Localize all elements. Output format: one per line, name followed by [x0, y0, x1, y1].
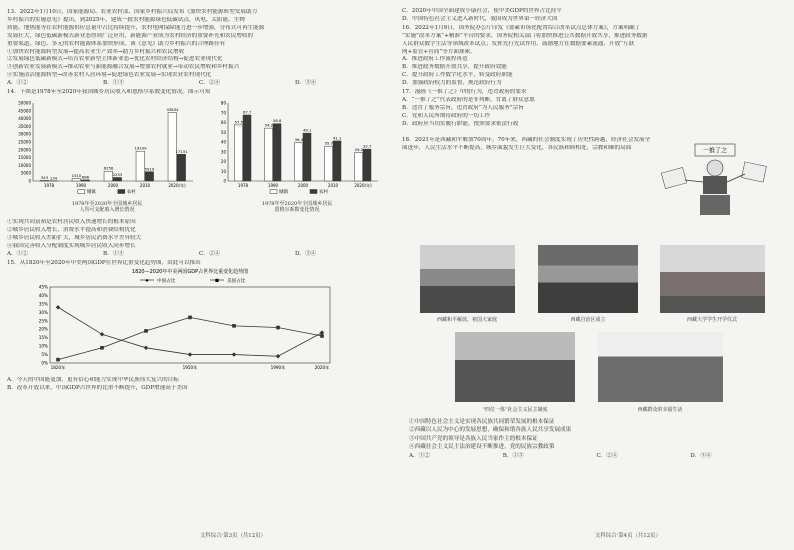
bar [40, 180, 49, 181]
data-point [56, 305, 60, 309]
bar [177, 154, 186, 181]
option-d[interactable]: D．③④ [295, 250, 317, 257]
q13-statement: ①加快农村能源转型发展→提高农业生产效率→助力乡村振兴和农民增收 [7, 48, 185, 55]
x-tick-label: 2020(年) [168, 182, 186, 188]
option-a[interactable]: A．①② [7, 80, 28, 87]
cartoon-tag: 一推了之 [702, 147, 728, 155]
option-c[interactable]: C．②④ [199, 80, 221, 87]
bar [104, 171, 113, 181]
data-point [276, 326, 280, 330]
caption-line: 1978年至2020年全国城乡居民 [71, 200, 143, 207]
data-point [320, 331, 324, 335]
data-label: 67.7 [242, 109, 252, 115]
q16-line: 网+监管+营商”等方面探索。 [402, 48, 476, 55]
y-tick-label: 40% [38, 293, 48, 299]
q18-statements [409, 418, 784, 460]
photo-peaceful-liberation [420, 245, 515, 313]
q14-statement: ①实现共同富裕是农村居民收入快速增长的根本原因 [7, 218, 136, 225]
question-14 [7, 89, 391, 258]
income-chart-caption [47, 201, 167, 214]
q14-options [7, 251, 391, 259]
photo-democratic-system [455, 332, 575, 402]
y-tick-label: 35000 [18, 123, 31, 129]
x-tick-label: 1990 [267, 182, 279, 188]
option-b[interactable]: B．①③ [103, 80, 124, 87]
legend-marker: ■ [215, 278, 219, 284]
q14-intro: 14．下图是1978年至2020年我国城乡居民收入和恩格尔系数变化情况。图示可知 [7, 89, 211, 96]
option-c[interactable]: C．②④ [596, 452, 618, 459]
bar [303, 133, 311, 181]
data-label: 57.5 [234, 119, 244, 125]
x-tick-label: 2000 [297, 182, 309, 188]
photo-autonomous-region [538, 245, 638, 313]
legend-swatch [270, 189, 277, 193]
question-13 [7, 9, 391, 88]
q15-option-d[interactable]: D．中国特色社会主义进入新时代，我国成为世界第一经济大国 [402, 15, 558, 22]
data-label: 41.1 [332, 135, 342, 141]
legend-label: 城镇 [279, 189, 288, 195]
caption-line: 恩格尔系数变化情况 [274, 207, 320, 214]
legend-label: 农村 [126, 189, 136, 195]
option-b[interactable]: B．①③ [502, 452, 524, 459]
y-tick-label: 50 [220, 129, 226, 135]
page-footer-right: 文科综合·第4页（共12页） [595, 533, 661, 539]
bar [363, 149, 371, 181]
q15-option-b[interactable]: B．改革开放以来，中国GDP占世界的比重不断提升，GDP增速高于美国 [7, 385, 188, 392]
data-label: 19109 [134, 145, 147, 151]
question-15 [7, 260, 391, 394]
y-tick-label: 30 [220, 149, 226, 155]
bar [136, 151, 145, 181]
income-bar-chart [7, 97, 197, 201]
y-tick-label: 20 [220, 158, 226, 164]
q13-line: 发展壮大，绿色低碳新模式新业态得到广泛应用，新能源产业成为农村经济的重要补充和农民增收的 [7, 32, 254, 39]
engel-bar-chart [212, 97, 382, 201]
x-tick-label: 2020年 [314, 365, 330, 371]
q14-statement: ④我国完善收入分配制度实现城乡居民收入同步增长 [7, 242, 136, 249]
data-point [56, 358, 60, 362]
photo-happy-life [598, 332, 723, 402]
photo-caption: “四位一体”社会主义民主制度 [482, 407, 548, 413]
option-c[interactable]: C．提升政府工作数字化水平，转变政府职能 [402, 72, 513, 79]
data-label: 343 [40, 174, 49, 180]
x-tick-label: 2000 [107, 182, 119, 188]
option-b[interactable]: B．①③ [103, 250, 124, 257]
legend-swatch [78, 189, 85, 193]
y-tick-label: 60 [220, 119, 226, 125]
y-tick-label: 40000 [18, 116, 31, 122]
legend-marker: ◆ [145, 278, 149, 284]
q18-line: 面进步，人民生活水平不断提高，城乡面貌发生巨大变化，各民族和睦相处，宗教和顺的局面 [402, 144, 632, 151]
q18-statement: ③中国共产党的领导是各族人民当家作主的根本保证 [409, 435, 538, 442]
q14-charts [7, 97, 391, 219]
data-label: 54.2 [264, 122, 274, 128]
y-tick-label: 35% [38, 301, 48, 307]
data-label: 1510 [71, 173, 82, 179]
chart-title: 1820—2020年中美两国GDP占世界比重变化趋势图 [131, 269, 249, 276]
y-tick-label: 15000 [18, 155, 31, 161]
engel-chart-caption [237, 201, 357, 214]
q15-chart-wrap [7, 267, 391, 377]
q14-statement: ③城乡居民收入差距扩大，城乡居民消费水平差异较大 [7, 234, 142, 241]
data-label: 6256 [103, 165, 114, 171]
left-column [7, 8, 391, 393]
data-point [188, 353, 192, 357]
photo-caption: 西藏自治区成立 [570, 317, 606, 323]
q18-options [409, 452, 784, 460]
option-a[interactable]: A．①② [409, 452, 430, 459]
q15-option-a[interactable]: A．今天的中国能更加、更有信心和能力实现中华民族伟大复兴的目标 [7, 377, 179, 384]
y-tick-label: 45% [38, 284, 48, 290]
data-label: 43834 [166, 107, 179, 113]
data-label: 32.7 [362, 143, 372, 149]
x-tick-label: 2010 [327, 182, 339, 188]
option-a[interactable]: A．①② [7, 250, 28, 257]
x-tick-label: 1990 [75, 182, 87, 188]
y-tick-label: 30000 [18, 131, 31, 137]
data-point [320, 335, 324, 339]
y-tick-label: 5% [41, 352, 48, 358]
bar [265, 128, 273, 181]
y-tick-label: 30% [38, 310, 48, 316]
y-tick-label: 80 [220, 100, 226, 106]
y-tick-label: 20% [38, 327, 48, 333]
data-point [232, 353, 236, 357]
data-label: 49.1 [302, 127, 312, 133]
bar [168, 113, 177, 181]
caption-line: 人均可支配收入增长情况 [79, 207, 135, 214]
x-tick-label: 1990年 [270, 365, 286, 371]
gdp-share-line-chart [22, 267, 352, 377]
y-tick-label: 10000 [18, 162, 31, 168]
data-label: 2253 [112, 171, 123, 177]
y-tick-label: 15% [38, 335, 48, 341]
q18-line: 18．2021年是西藏和平解放70周年。70年来，西藏的社会制度实现了历史性跨越，经济社会发展全 [402, 136, 651, 143]
photo-caption: 西藏群众的幸福生活 [637, 407, 683, 413]
bar [72, 179, 81, 181]
q15-option-c[interactable]: C．2020年中国全面建成小康社会，使中美GDP的世界占比持平 [402, 8, 562, 14]
x-tick-label: 1820年 [50, 365, 66, 371]
question-17 [402, 89, 637, 129]
legend-label: 美国占比 [227, 279, 246, 285]
data-label: 29.2 [354, 146, 364, 152]
bar [113, 177, 122, 181]
y-tick-label: 20000 [18, 147, 31, 153]
y-tick-label: 25% [38, 318, 48, 324]
q14-statement: ②城乡居民收入增长，消费水平提高和消费结构优化 [7, 226, 136, 233]
y-tick-label: 0 [28, 178, 31, 184]
q13-line: 13．2022年1月10日，国家能源局、农业农村部、国家乡村振兴局发布《加快农村能源转型发展助力 [7, 9, 258, 15]
bar [325, 146, 333, 181]
q13-statement: ④实施清洁能源转型→改善农村人居环境→促进绿色农业发展→实现农业农村现代化 [7, 72, 212, 79]
y-tick-label: 40 [220, 139, 226, 145]
data-label: 5919 [144, 166, 155, 172]
option-d[interactable]: D．加强政府权力的监督，规范政府行为 [402, 80, 502, 87]
legend-label: 中国占比 [157, 279, 176, 285]
bar [81, 180, 90, 181]
y-tick-label: 10 [220, 168, 226, 174]
y-tick-label: 50000 [18, 100, 31, 106]
q16-line: 人民群众数字生活等领域改革试点；发挥先行先试作用，鼓励地方在数据要素流通、开放“互联 [402, 40, 635, 47]
cartoon-drawing [655, 140, 775, 218]
x-tick-label: 1978 [237, 182, 249, 188]
y-tick-label: 0 [223, 178, 226, 184]
data-point [144, 346, 148, 350]
q13-line: 重要渠道，绿色、多元的农村能源体系加快形成。该《意见》助力乡村振兴的合理路径有 [7, 40, 226, 47]
option-c[interactable]: C．党和人民所期待政府的一切工作 [402, 112, 491, 119]
bar [235, 125, 243, 181]
data-label: 686 [81, 174, 90, 180]
photo-university [660, 245, 765, 313]
y-tick-label: 5000 [20, 170, 31, 176]
q16-line: “实施”改革方案“+精准”平台的要求，国务院相关部门将加快推进公共数据开放共享，推进政务数据 [402, 32, 648, 39]
x-tick-label: 2020(年) [354, 182, 372, 188]
option-a[interactable]: A．推进政府工作流程再造 [402, 56, 468, 63]
q16-line: 16．2022年1月9日，国务院办公厅印发《要素市场化配置综合改革试点总体方案》，方案明确了 [402, 24, 641, 31]
legend-label: 农村 [319, 189, 328, 195]
plot-frame [50, 287, 330, 363]
data-label: 35.7 [324, 140, 334, 146]
option-d[interactable]: D．③④ [690, 452, 712, 459]
q13-statement: ②发展绿色低碳新模式→培育农业新型主体新业态→优化农村经济结构→促进农业现代化 [7, 56, 223, 63]
q13-statement: ③创新农业发展新模式→推动农业与新能源融合发展→增加农村就业→带动农民增收和乡村振兴 [7, 64, 240, 71]
legend-swatch [310, 189, 317, 193]
option-d[interactable]: D．政府应当切实履行职能，按照要求依法行政 [402, 120, 519, 127]
photo-caption: 西藏大学学生开学仪式 [686, 317, 737, 323]
data-point [100, 332, 104, 336]
right-column [402, 8, 786, 152]
caption-line: 1978年至2020年全国城乡居民 [261, 200, 333, 207]
q13-line: 乡村振兴的实施意见》提出，到2025年，建成一批农村能源绿色低碳试点，风电、太阳能、生物 [7, 16, 245, 23]
data-point [276, 354, 280, 358]
x-tick-label: 1978 [43, 182, 55, 188]
data-label: 39.4 [294, 137, 304, 143]
option-c[interactable]: C．②④ [199, 250, 221, 257]
y-tick-label: 70 [220, 110, 226, 116]
bar [333, 141, 341, 181]
q17-line: 17．漫画《一推了之》中的行为，违背政府的要求 [402, 89, 527, 96]
q18-statement: ①中国特色社会主义是实现各民族共同繁荣发展的根本保证 [409, 419, 555, 425]
q18-statement: ④西藏社会主义民主法治建设不断推进，党的民族宗教政策 [409, 444, 555, 451]
photo-caption: 西藏和平解放，祖国大家庭 [436, 317, 497, 323]
bar [145, 172, 154, 181]
legend-swatch [118, 189, 125, 193]
page-footer-left: 文科综合·第3页（共12页） [200, 533, 266, 539]
option-d[interactable]: D．③④ [295, 80, 317, 87]
data-point [188, 316, 192, 320]
bar [243, 115, 251, 181]
data-label: 17131 [175, 148, 188, 154]
option-b[interactable]: B．推进政务数据开放共享，提升政府效能 [402, 64, 507, 71]
bar [355, 152, 363, 180]
data-label: 134 [49, 175, 58, 181]
y-tick-label: 25000 [18, 139, 31, 145]
option-a[interactable]: A．“一推了之”代表政府的是非判断，背离了群众意愿 [402, 96, 535, 103]
x-tick-label: 2010 [139, 182, 151, 188]
q15-intro: 15．从1820年至2020年中美两国GDP在世界比重变化趋势图，由此可以推出 [7, 259, 201, 266]
data-point [144, 330, 148, 334]
x-tick-label: 1950年 [182, 365, 198, 371]
q18-statement: ②西藏以人民为中心的发展思想，确保和谐各族人民共享发展成果 [409, 427, 572, 434]
q13-options [7, 80, 391, 88]
y-tick-label: 0% [41, 360, 48, 366]
data-point [232, 324, 236, 328]
bar [273, 124, 281, 181]
legend-label: 城镇 [86, 189, 96, 195]
bar [295, 143, 303, 181]
cartoon-image [655, 140, 775, 218]
y-tick-label: 10% [38, 344, 48, 350]
option-b[interactable]: B．违背了服务宗旨，违背政府“为人民服务”宗旨 [402, 104, 524, 111]
y-tick-label: 45000 [18, 108, 31, 114]
data-point [100, 346, 104, 350]
data-label: 58.8 [272, 118, 282, 124]
q13-line: 质能、地热能等在农村能源供应总量中占比持续提升，农村电网保障能力进一步增强，分布式可再生能源 [7, 24, 265, 31]
question-16 [402, 25, 786, 88]
